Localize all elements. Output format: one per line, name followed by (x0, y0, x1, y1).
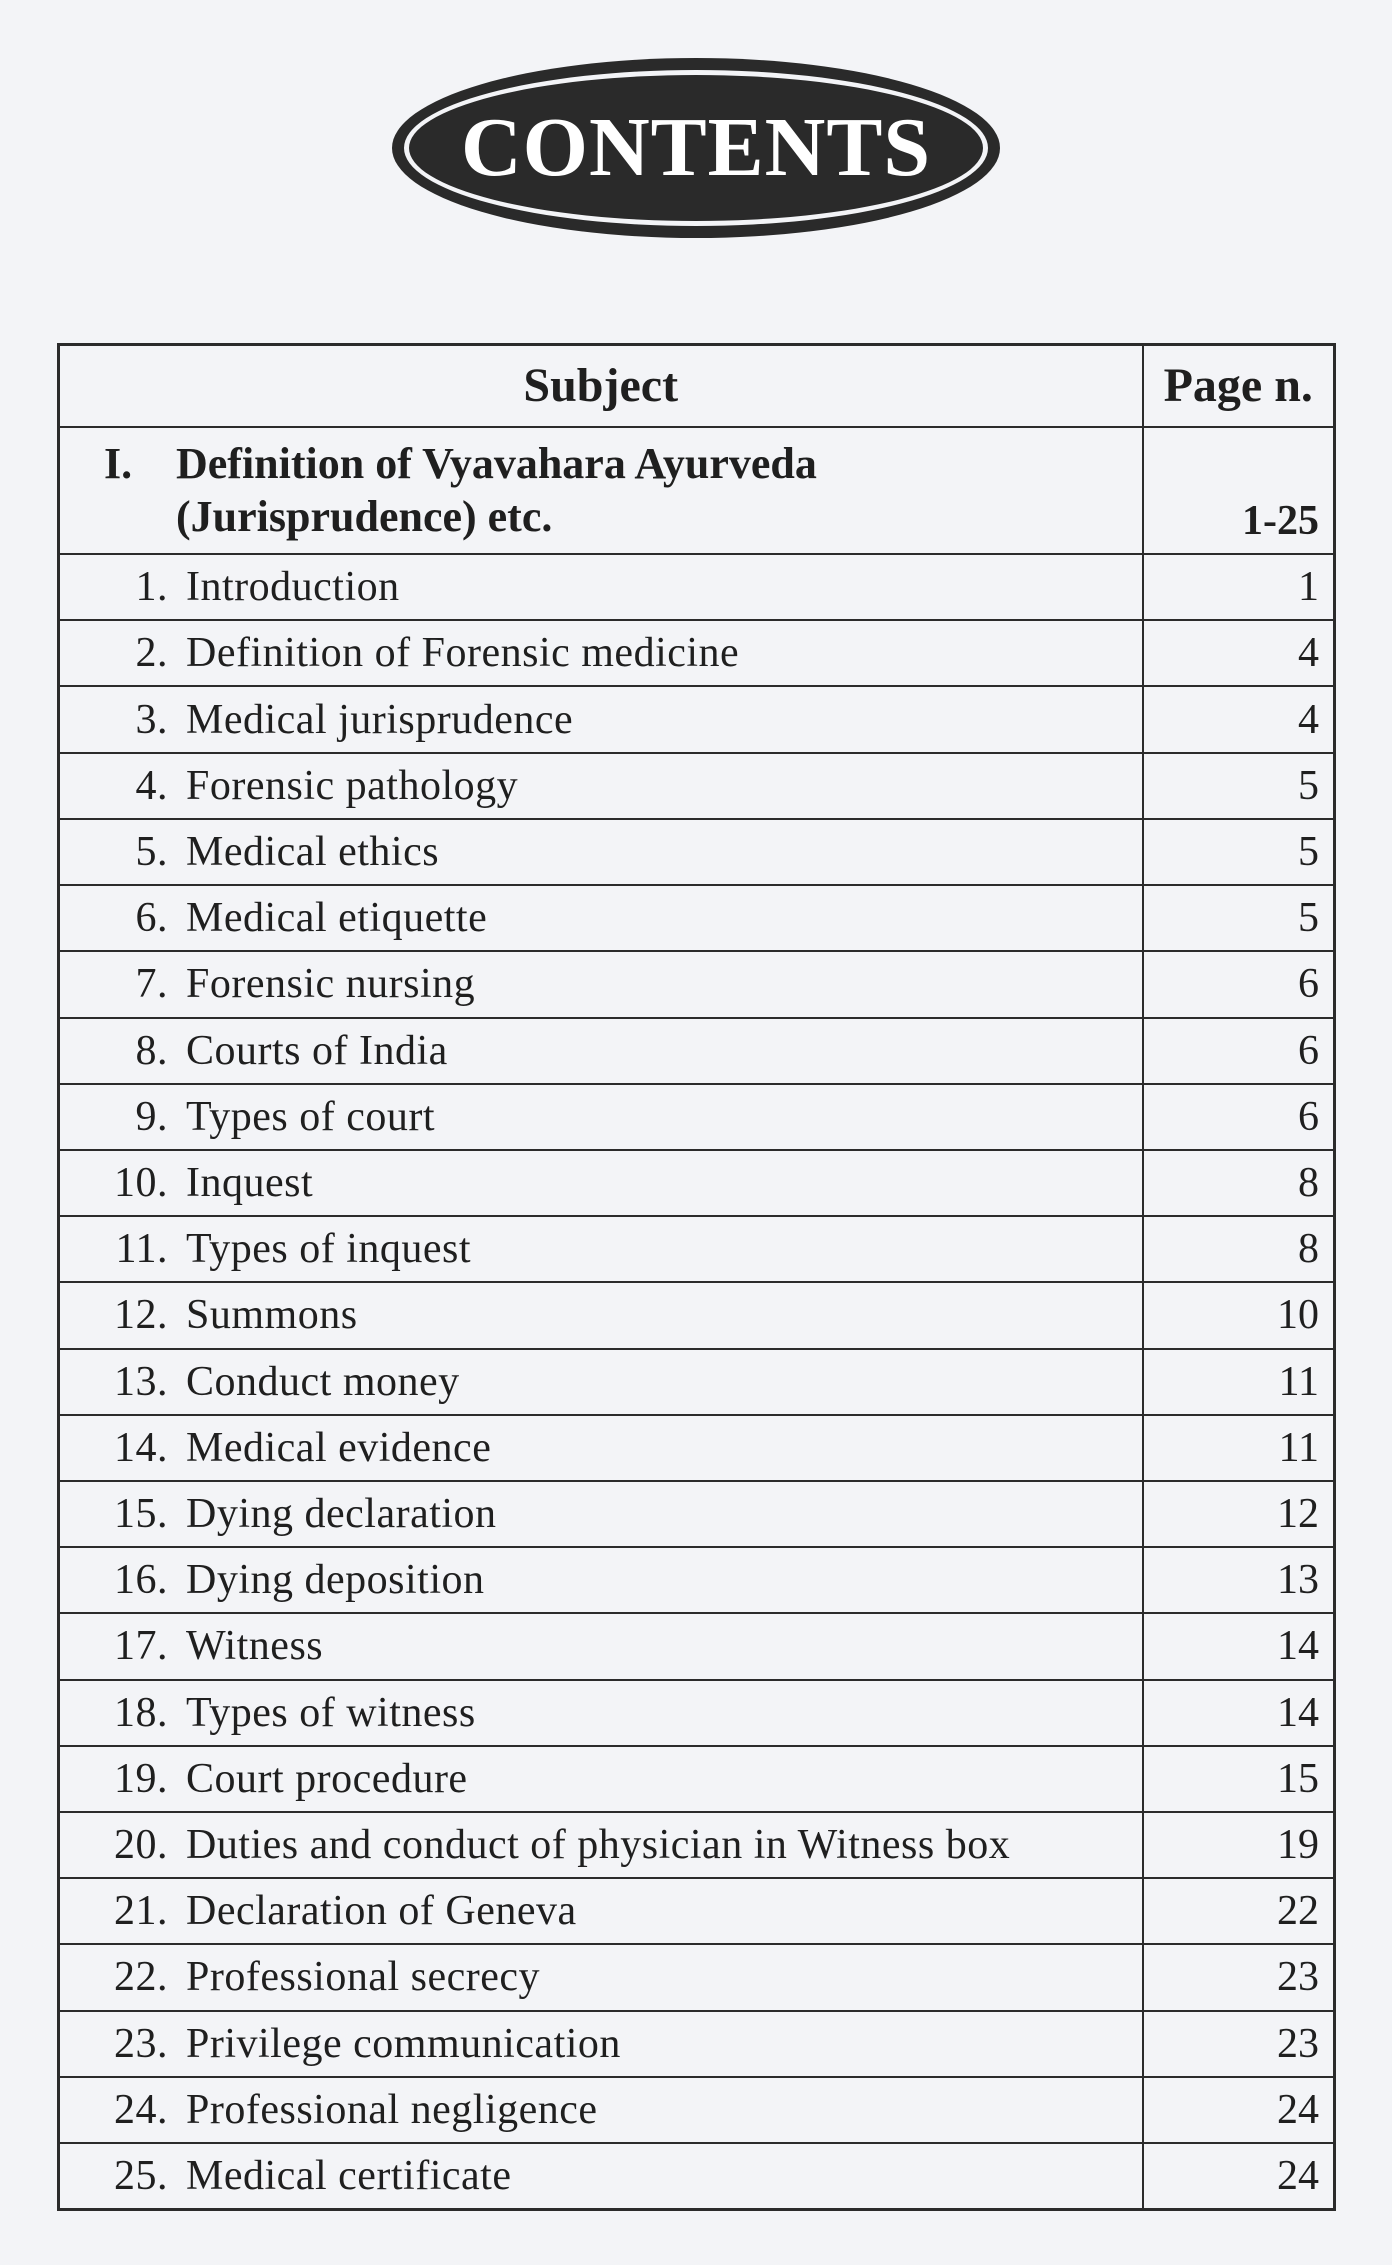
entry-page-number: 1 (1143, 554, 1335, 620)
entry-number: 9. (135, 1093, 168, 1140)
page-title: CONTENTS (460, 101, 932, 194)
table-row (59, 819, 1335, 885)
entry-number: 15. (114, 1491, 168, 1538)
entry-number: 24. (114, 2086, 168, 2133)
section-row (59, 427, 1335, 555)
entry-title: Types of court (186, 1093, 435, 1140)
entry-title-cell (59, 2077, 1143, 2143)
contents-banner (392, 58, 1000, 238)
entry-page-number: 19 (1143, 1812, 1335, 1878)
entry-title: Dying declaration (186, 1491, 497, 1538)
entry-title-cell (59, 686, 1143, 752)
entry-number: 5. (135, 828, 168, 875)
entry-number: 20. (114, 1822, 168, 1869)
entry-page-number: 22 (1143, 1878, 1335, 1944)
entry-title: Medical etiquette (186, 895, 488, 942)
table-row (59, 885, 1335, 951)
table-row (59, 1150, 1335, 1216)
entry-number: 21. (114, 1888, 168, 1935)
entry-page-number: 13 (1143, 1547, 1335, 1613)
entry-page-number: 12 (1143, 1481, 1335, 1547)
table-row (59, 753, 1335, 819)
entry-title-cell (59, 1547, 1143, 1613)
entry-title-cell (59, 1680, 1143, 1746)
entry-title-cell (59, 951, 1143, 1017)
section-title-cell (59, 427, 1143, 555)
entry-title: Professional negligence (186, 2086, 598, 2133)
entry-title: Types of witness (186, 1689, 476, 1736)
entry-page-number: 14 (1143, 1680, 1335, 1746)
entry-number: 22. (114, 1954, 168, 2001)
entry-page-number: 24 (1143, 2143, 1335, 2210)
entry-title-cell (59, 1282, 1143, 1348)
table-row (59, 951, 1335, 1017)
entry-page-number: 5 (1143, 885, 1335, 951)
entry-title-cell (59, 1812, 1143, 1878)
entry-number: 12. (114, 1292, 168, 1339)
entry-number: 2. (135, 630, 168, 677)
entry-number: 11. (115, 1226, 168, 1273)
table-row (59, 1613, 1335, 1679)
entry-title-cell (59, 2143, 1143, 2210)
entry-page-number: 6 (1143, 1018, 1335, 1084)
entry-title: Dying deposition (186, 1557, 485, 1604)
entry-title: Medical certificate (186, 2152, 512, 2199)
entry-title-cell (59, 1150, 1143, 1216)
entry-title: Court procedure (186, 1755, 468, 1802)
entry-page-number: 23 (1143, 2011, 1335, 2077)
entry-title: Duties and conduct of physician in Witness box (186, 1822, 1011, 1869)
entry-page-number: 23 (1143, 1944, 1335, 2010)
entry-title-cell (59, 554, 1143, 620)
table-row (59, 1547, 1335, 1613)
entry-number: 3. (135, 696, 168, 743)
entry-title: Medical evidence (186, 1424, 492, 1471)
table-row (59, 1349, 1335, 1415)
entry-title: Forensic pathology (186, 762, 519, 809)
table-row (59, 1415, 1335, 1481)
table-row (59, 1084, 1335, 1150)
entry-page-number: 14 (1143, 1613, 1335, 1679)
entry-title: Inquest (186, 1160, 314, 1206)
entry-title: Types of inquest (186, 1226, 472, 1273)
entry-page-number: 4 (1143, 620, 1335, 686)
entry-title: Professional secrecy (186, 1954, 541, 2001)
entry-title: Privilege communication (186, 2020, 621, 2067)
entry-title: Witness (186, 1623, 324, 1670)
table-row (59, 1282, 1335, 1348)
entry-title-cell (59, 1349, 1143, 1415)
entry-title: Declaration of Geneva (186, 1888, 577, 1935)
table-row (59, 1216, 1335, 1282)
entry-number: 10. (114, 1160, 168, 1206)
entry-number: 7. (135, 961, 168, 1008)
entry-page-number: 15 (1143, 1746, 1335, 1812)
entry-title-cell (59, 2011, 1143, 2077)
entry-title-cell (59, 1084, 1143, 1150)
page-column-header: Page n. (1143, 345, 1335, 427)
table-row (59, 1812, 1335, 1878)
section-number: I. (104, 438, 133, 488)
entry-page-number: 8 (1143, 1216, 1335, 1282)
entry-title: Introduction (186, 564, 400, 611)
entry-title-cell (59, 753, 1143, 819)
subject-column-header: Subject (59, 345, 1143, 427)
entry-title: Conduct money (186, 1358, 460, 1405)
table-row (59, 1878, 1335, 1944)
entry-page-number: 6 (1143, 1084, 1335, 1150)
table-row (59, 1944, 1335, 2010)
entry-title-cell (59, 1018, 1143, 1084)
entry-number: 25. (114, 2152, 168, 2199)
entry-number: 13. (114, 1358, 168, 1405)
entry-title-cell (59, 1216, 1143, 1282)
entry-number: 17. (114, 1623, 168, 1670)
entry-page-number: 11 (1143, 1349, 1335, 1415)
entry-page-number: 4 (1143, 686, 1335, 752)
entry-title: Medical ethics (186, 828, 440, 875)
entry-title-cell (59, 1878, 1143, 1944)
entry-title-cell (59, 885, 1143, 951)
entry-number: 8. (135, 1027, 168, 1074)
table-row (59, 2011, 1335, 2077)
contents-banner-border (404, 70, 988, 226)
entry-title: Definition of Forensic medicine (186, 630, 740, 677)
entry-title: Courts of India (186, 1027, 448, 1074)
entry-number: 1. (135, 564, 168, 611)
entry-page-number: 5 (1143, 819, 1335, 885)
entry-page-number: 8 (1143, 1150, 1335, 1216)
table-row (59, 2143, 1335, 2210)
entry-title: Forensic nursing (186, 961, 476, 1008)
entry-title-cell (59, 1613, 1143, 1679)
entry-page-number: 5 (1143, 753, 1335, 819)
table-row (59, 1018, 1335, 1084)
entry-number: 4. (135, 762, 168, 809)
section-page-range: 1-25 (1143, 427, 1335, 555)
entry-title-cell (59, 1481, 1143, 1547)
entry-number: 16. (114, 1557, 168, 1604)
table-row (59, 686, 1335, 752)
entry-number: 19. (114, 1755, 168, 1802)
entry-title-cell (59, 1415, 1143, 1481)
entry-page-number: 10 (1143, 1282, 1335, 1348)
table-row (59, 2077, 1335, 2143)
entry-page-number: 6 (1143, 951, 1335, 1017)
entry-title-cell (59, 620, 1143, 686)
entry-title-cell (59, 819, 1143, 885)
section-title-line1: Definition of Vyavahara Ayurveda (176, 438, 817, 488)
entry-page-number: 24 (1143, 2077, 1335, 2143)
entry-number: 14. (114, 1424, 168, 1471)
entry-number: 18. (114, 1689, 168, 1736)
table-row (59, 1481, 1335, 1547)
table-row (59, 554, 1335, 620)
entry-number: 6. (135, 895, 168, 942)
entry-title-cell (59, 1746, 1143, 1812)
table-row (59, 1746, 1335, 1812)
entry-title: Summons (186, 1292, 358, 1339)
entry-page-number: 11 (1143, 1415, 1335, 1481)
entry-title-cell (59, 1944, 1143, 2010)
entry-title: Medical jurisprudence (186, 696, 574, 743)
contents-table (57, 343, 1336, 2211)
table-row (59, 620, 1335, 686)
table-header-row (59, 345, 1335, 427)
section-title-line2: (Jurisprudence) etc. (176, 492, 553, 542)
table-row (59, 1680, 1335, 1746)
entry-number: 23. (114, 2020, 168, 2067)
